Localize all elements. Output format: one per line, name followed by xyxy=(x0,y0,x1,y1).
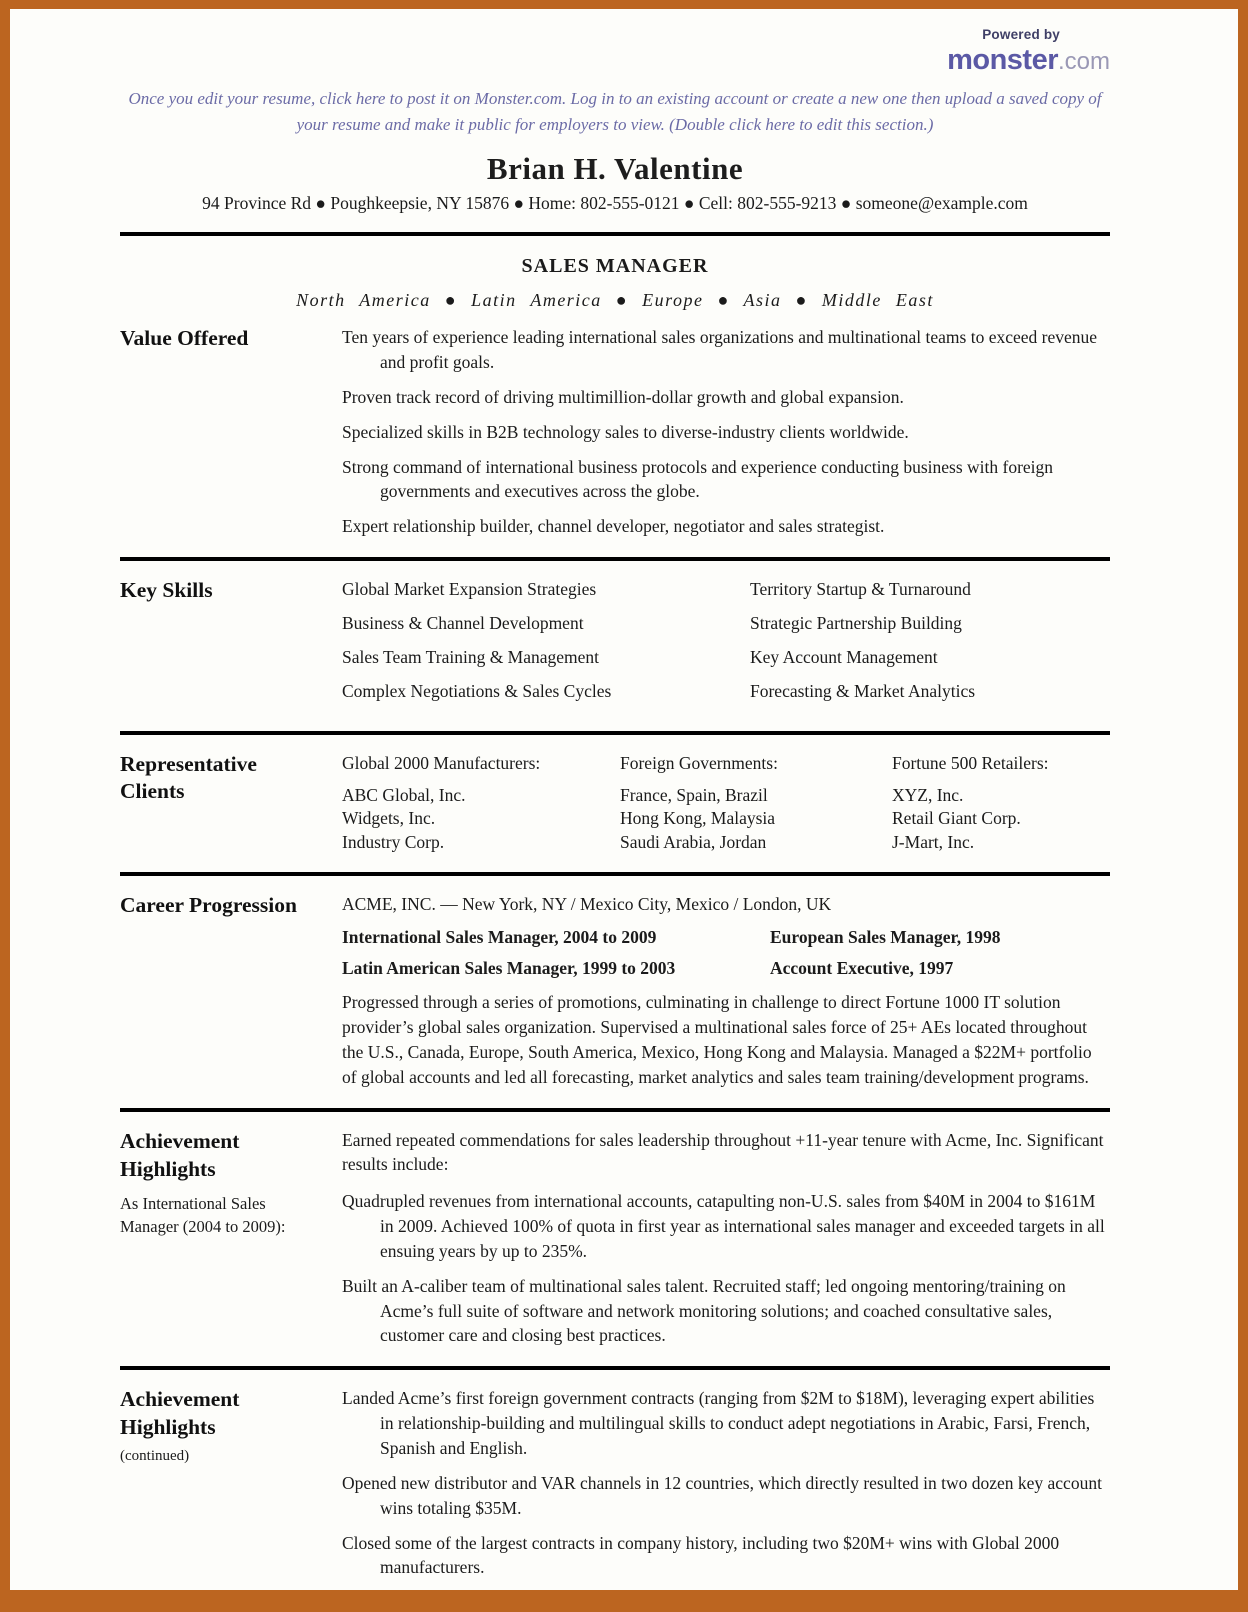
clients-column-header: Foreign Governments: xyxy=(620,752,778,773)
clients-column-manufacturers xyxy=(342,751,620,854)
clients-column-header: Fortune 500 Retailers: xyxy=(892,752,1049,773)
skill-item: Key Account Management xyxy=(750,646,938,667)
powered-by-label: Powered by xyxy=(982,27,1060,42)
client-item: France, Spain, Brazil xyxy=(620,785,768,806)
monster-logo xyxy=(120,45,1110,75)
resume-page xyxy=(10,9,1238,1590)
role-title: European Sales Manager, 1998 xyxy=(770,926,1001,947)
skill-item: Forecasting & Market Analytics xyxy=(750,680,976,701)
client-item: Retail Giant Corp. xyxy=(892,808,1021,829)
edit-instructions-note[interactable]: Once you edit your resume, click here to post it on Monster.com. Log in to an existing account or create a new one then upload a saved copy of your resume and make it public for employers to view. (Double click here to edit this section.) xyxy=(128,88,1102,134)
client-item: Hong Kong, Malaysia xyxy=(620,808,776,829)
job-title-block xyxy=(120,252,1110,313)
section-achievement-highlights-continued xyxy=(120,1366,1110,1590)
employer-line: ACME, INC. — New York, NY / Mexico City, Mexico / London, UK xyxy=(342,893,832,914)
section-title: Representative Clients xyxy=(120,751,257,804)
job-title: SALES MANAGER xyxy=(521,255,709,278)
clients-column-governments xyxy=(620,751,892,854)
skills-column-2 xyxy=(750,577,975,712)
section-heading-column xyxy=(120,1128,342,1349)
section-body xyxy=(342,892,1110,1090)
candidate-name: Brian H. Valentine xyxy=(486,151,744,187)
client-item: Widgets, Inc. xyxy=(342,808,436,829)
skills-column-1 xyxy=(342,577,750,712)
section-body xyxy=(342,751,1110,854)
bullet-item: Landed Acme’s first foreign government contracts (ranging from $2M to $18M), leveraging expert abilities in relationship-building and multilingual skills to conduct adept negotiations in Arabic, Farsi, French, Spanish and English. xyxy=(342,1388,1095,1458)
roles-row xyxy=(342,956,1110,988)
role-title: International Sales Manager, 2004 to 2009 xyxy=(342,926,657,947)
section-heading-column xyxy=(120,1386,342,1580)
clients-column-header: Global 2000 Manufacturers: xyxy=(342,752,541,773)
section-body xyxy=(342,577,1110,712)
section-subheading: (continued) xyxy=(120,1448,190,1465)
section-heading-column xyxy=(120,325,342,539)
role-title: Account Executive, 1997 xyxy=(770,958,954,979)
section-heading-column xyxy=(120,892,342,1090)
section-value-offered xyxy=(120,232,1110,557)
contact-line: 94 Province Rd ● Poughkeepsie, NY 15876 ● Home: 802-555-0121 ● Cell: 802-555-9213 ● someone@example.com xyxy=(202,193,1028,214)
skill-item: Strategic Partnership Building xyxy=(750,613,962,633)
bullet-item: Built an A-caliber team of multinational sales talent. Recruited staff; led ongoing mentoring/training on Acme’s full suite of software and network monitoring solutions; and coached consultative sales, customer care and closing best practices. xyxy=(342,1275,1066,1346)
skill-item: Territory Startup & Turnaround xyxy=(750,579,971,600)
section-body xyxy=(342,1128,1110,1349)
section-key-skills xyxy=(120,557,1110,730)
section-body xyxy=(342,325,1110,539)
section-achievement-highlights xyxy=(120,1108,1110,1367)
client-item: J-Mart, Inc. xyxy=(892,831,975,852)
section-subheading: As International Sales Manager (2004 to 2009): xyxy=(120,1194,286,1236)
roles-row xyxy=(342,925,1110,957)
career-summary: Progressed through a series of promotions, culminating in challenge to direct Fortune 1000 IT solution provider’s global sales organization. Supervised a multinational sales force of 25+ AEs located throughout the U.S., Canada, Europe, South America, Mexico, Hong Kong and Malaysia. Managed a $22M+ portfolio of global accounts and led all forecasting, market analytics and sales team training/development programs. xyxy=(342,992,1092,1087)
bullet-item: Strong command of international business protocols and experience conducting business with foreign governments and executives across the globe. xyxy=(342,456,1054,502)
section-title: Career Progression xyxy=(120,892,297,917)
bullet-item: Ten years of experience leading international sales organizations and multinational teams to exceed revenue and profit goals. xyxy=(342,327,1098,373)
skill-item: Global Market Expansion Strategies xyxy=(342,579,597,600)
monster-logo-tld: .com xyxy=(1057,48,1110,76)
section-heading-column xyxy=(120,577,342,712)
client-item: Industry Corp. xyxy=(342,831,445,852)
section-title: Achievement Highlights xyxy=(120,1387,240,1440)
section-heading-column xyxy=(120,751,342,854)
section-title: Value Offered xyxy=(120,326,249,351)
achievements-intro: Earned repeated commendations for sales leadership throughout +11-year tenure with Acme, Inc. Significant results include: xyxy=(342,1129,1104,1175)
bullet-item: Quadrupled revenues from international accounts, catapulting non-U.S. sales from $40M in 2004 to $161M in 2009. Achieved 100% of quota in first year as international sales manager and exceeded targets in all ensuing years by up to 235%. xyxy=(342,1191,1105,1261)
skill-item: Complex Negotiations & Sales Cycles xyxy=(342,680,612,701)
bullet-item: Closed some of the largest contracts in company history, including two $20M+ wins with Global 2000 manufacturers. xyxy=(342,1532,1060,1578)
section-career-progression xyxy=(120,872,1110,1108)
section-title: Achievement Highlights xyxy=(120,1128,240,1181)
client-item: Saudi Arabia, Jordan xyxy=(620,831,767,852)
bullet-item: Proven track record of driving multimillion-dollar growth and global expansion. xyxy=(342,386,904,407)
branding-block xyxy=(120,23,1110,76)
section-representative-clients xyxy=(120,731,1110,872)
bullet-item: Expert relationship builder, channel developer, negotiator and sales strategist. xyxy=(342,516,885,537)
bullet-item: Opened new distributor and VAR channels in 12 countries, which directly resulted in two dozen key account wins totaling $35M. xyxy=(342,1472,1102,1518)
clients-column-retailers xyxy=(892,751,1110,854)
regions-line: North America ● Latin America ● Europe ● Asia ● Middle East xyxy=(296,289,934,310)
bullet-item: Specialized skills in B2B technology sales to diverse-industry clients worldwide. xyxy=(342,421,909,442)
skill-item: Business & Channel Development xyxy=(342,613,584,633)
section-title: Key Skills xyxy=(120,578,213,603)
client-item: ABC Global, Inc. xyxy=(342,785,466,806)
section-body xyxy=(342,1386,1110,1580)
client-item: XYZ, Inc. xyxy=(892,785,964,806)
skill-item: Sales Team Training & Management xyxy=(342,646,600,667)
role-title: Latin American Sales Manager, 1999 to 2003 xyxy=(342,958,676,979)
monster-logo-name: monster xyxy=(947,44,1058,77)
